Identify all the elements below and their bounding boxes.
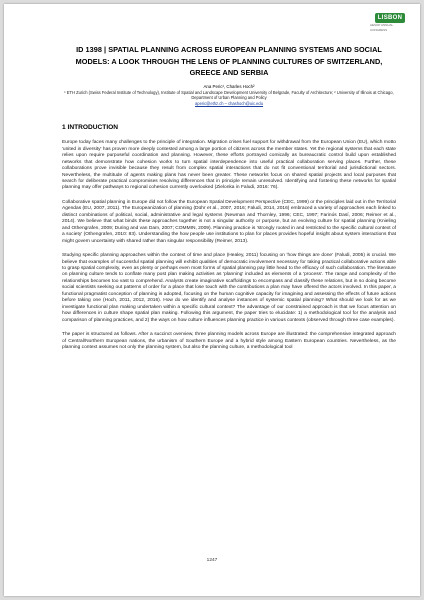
body-paragraph: Collaborative spatial planning in Europe did not follow the European Spatial Development Perspective (CEC, 1999) or the principles laid out in the Territorial Agendas (EU, 2007, 2011). The Europeanization of planning (Dühr et al., 2007, 2016; Faludi, 2014, 2016) embraced a variety of approaches each linked to distinct combinations of political, social, administrative and legal systems (Newman and Thornley, 1996; CEC, 1997; Farinós Dasí, 2006; Reimer et al., 2014). We believe that what binds these approaches together is not a singular authority or purpose, but an evolving culture for spatial planning (Knieling and Othengrafen, 2009; During and van Dam, 2007; COMMIN, 2009). Planning practice is 'strongly rooted in and restricted to the specific cultural context of a society' (Othengrafen, 2010: 83). Understanding the how people use institutions to plan for places provides hopeful insight about system interactions that might govern uncertainty with shared rather than singular responsibility (Reimer, 2013). [62,199,396,244]
logo-badge: LISBON [375,13,405,23]
body-paragraph: Europe today faces many challenges to the principle of integration. Migration crises fuel support for withdrawal from the European Union (EU), which motto 'united in diversity' has proven more deeply contested among a large portion of citizens across the member states. Yet the regional systems that each state relies upon require purposeful coordination and planning. However, these efforts portrayed comically as bureaucratic control build upon established networks that demonstrate how cohesion works to turn spatial interdependence into useful practical collaboration serving places. Further, these collaborations prove invisible because they result from complex spatial interactions that do not fit conventional territorial and jurisdictional sectors. Nevertheless, the multitude of agents making plans has never been greater. These networks focus on shared spatial projects and local purposes that search for deliberate practical compromises resolving differences that in principle remain unresolved. Identifying and fostering these networks for spatial planning may offer pathways to regional cohesion currently overlooked (Zielonka in Faludi, 2016: 76). [62,140,396,191]
section-heading: 1 INTRODUCTION [62,124,119,132]
body-paragraph: The paper is structured as follows. After a succinct overview, three planning models across Europe are illustrated: the comprehensive integrated approach of Central/Northern European nations, the urbanism of Southern Europe and a hybrid style among Eastern European countries. Nevertheless, as the planning context assumes not only the planning system, but also the planning culture, a methodological tool [62,332,396,350]
paper-authors: Ana Peric¹, Charles Hoch² [203,83,255,89]
page-number: 1247 [206,558,218,563]
body-paragraph: Studying specific planning approaches within the context of time and place (Healey, 2011) focusing on 'how things are done' (Faludi, 2005) is crucial. We believe that examples of successful spatial planning will exhibit qualities of democratic involvement necessary for taking practical collaborative actions able to grasp spatial complexity, even as plenty or perhaps even most forms of spatial planning pay little head to the efficacy of such collaboration. The literature on planning culture tends to conflate many post plan making activities as 'planning' included as elements of a 'process'. The range and complexity of the relationships becomes too vast to comprehend. Analysts create imaginative scaffoldings to encompass and classify these relations, but in so doing become social scientists seeking out patterns of order for a place that lose touch with the contributions a plan may have offered the actors involved. In this paper, a functional pragmatist conception of planning is adopted, focusing on the human cognitive capacity for imagining and assessing the effects of future actions before taking one (Hoch, 2011, 2012, 2016). How do we identify and analyse instances of systemic spatial planning? What should we look for as we investigate functional plan making undertaken within a specific cultural context? The advantage of our constrained approach is that we focus attention on how differences in culture shape spatial plan making. Following this argument, the paper tries to elucidate: 1) a methodological tool for the analysis and comparison of planning practices, and 2) the ways on how culture influences planning practice in various contexts (observed through three case examples). [62,253,396,323]
author-emails[interactable]: aperic@ethz.ch – chashoch@uic.edu [195,100,263,106]
paper-affiliation: ¹ ETH Zurich (Swiss Federal Institute of Technology), Institute of Spatial and Landscape Development University of Belgrade, Faculty of Architecture; ² University of Illinois at Chicago, Department of Urban Planning and Policy [64,89,394,101]
paper-content [62,44,396,359]
conference-logo [370,14,410,32]
logo-tagline: AESOP ANNUAL CONGRESS [370,23,394,32]
paper-page [4,4,420,596]
paper-title: ID 1398 | SPATIAL PLANNING ACROSS EUROPEAN PLANNING SYSTEMS AND SOCIAL MODELS: A LOOK THROUGH THE LENS OF PLANNING CULTURES OF SWITZERLAND, GREECE AND SERBIA [75,45,383,77]
